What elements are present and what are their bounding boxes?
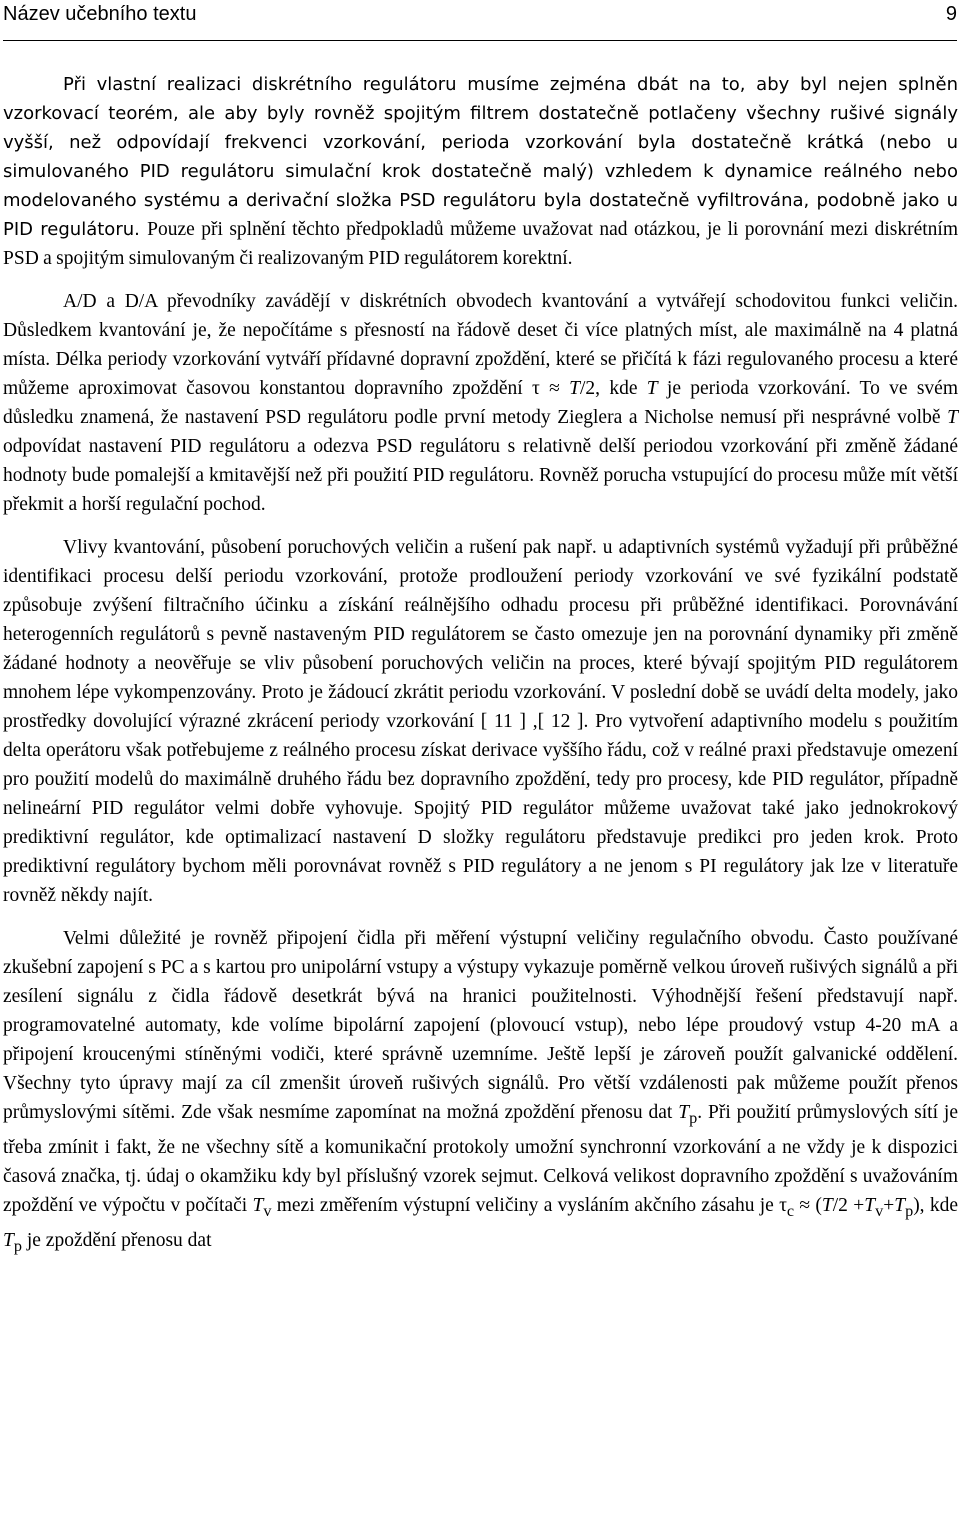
p2-var-T-1: T: [569, 378, 580, 399]
paragraph-4: [3, 924, 958, 1261]
p2-text-3: je perioda vzorkování. To ve svém důsledku znamená, že nastavení PSD regulátoru podle první metody Zieglera a Nicholse nemusí při nesprávné volbě: [3, 378, 959, 428]
p4-text-2: . Při použití průmyslových sítí je třeba zmínit i fakt, že ne všechny sítě a komunikační protokoly umožní synchronní vzorkování a ne vždy je k dispozici časová značka, tj. údaj o okamžiku kdy byl příslušný vzorek sejmut. Celková velikost dopravního zpoždění s uvažováním zpoždění ve výpočtu v počítači: [3, 1102, 958, 1216]
p2-text-1: A/D a D/A převodníky zavádějí v diskrétních obvodech kvantování a vytvářejí schodovitou funkci veličin. Důsledkem kvantování je, že nepočítáme s přesností na řádově deset či více platných míst, ale maximálně na 4 platná místa. Délka periody vzorkování vytváří přídavné dopravní zpoždění, které se přičítá k fázi regulovaného procesu a které můžeme aproximovat časovou konstantou dopravního zpoždění τ ≈: [3, 291, 958, 399]
p4-text-8: je zpoždění přenosu dat: [21, 1229, 212, 1251]
p4-text-5: /2 +: [832, 1194, 865, 1216]
p4-var-T-5: T: [894, 1194, 906, 1216]
document-body: [3, 70, 958, 1261]
p4-var-T-6: T: [3, 1229, 14, 1251]
p4-text-4: ≈ (: [794, 1194, 822, 1216]
p4-var-T-4: T: [864, 1194, 876, 1216]
p4-sub-c: c: [786, 1201, 795, 1220]
p2-text-2: /2, kde: [579, 378, 647, 399]
p4-text-7: ), kde: [913, 1194, 958, 1216]
p4-text-3: mezi změřením výstupní veličiny a vysláním akčního zásahu je τ: [271, 1194, 787, 1216]
p4-sub-p-3: p: [13, 1236, 22, 1255]
p4-sub-v-2: v: [875, 1201, 884, 1220]
p4-var-T-2: T: [252, 1194, 264, 1216]
p4-sub-p-1: p: [689, 1108, 698, 1127]
paragraph-3: Vlivy kvantování, působení poruchových veličin a rušení pak např. u adaptivních systémů vyžadují při průběžné identifikaci procesu delší periodu vzorkování, protože prodloužení periody vzorkování ve své fyzikální podstatě způsobuje zvýšení filtračního účinku a získání reálnějšího odhadu procesu při průběžné identifikaci. Porovnávání heterogenních regulátorů s pevně nastaveným PID regulátorem se často omezuje jen na porovnání dynamiky při změně žádané hodnoty a neověřuje se vliv působení poruchových veličin na proces, které bývají spojitým PID regulátorem mnohem lépe vykompenzovány. Proto je žádoucí zkrátit periodu vzorkování. V poslední době se uvádí delta modely, jako prostředky dovolující výrazné zkrácení periody vzorkování [ 11 ] ,[ 12 ]. Pro vytvoření adaptivního modelu s použitím delta operátoru však potřebujeme z reálného procesu získat derivace vyššího řádu, což v reálné praxi představuje omezení pro použití modelů do maximálně druhého řádu bez dopravního zpoždění, tedy pro procesy, kde PID regulátor, případně nelineární PID regulátor velmi dobře vyhovuje. Spojitý PID regulátor můžeme uvažovat také jako jednokrokový prediktivní regulátor, kde optimalizací nastavení D složky regulátoru představuje predikci pro jeden krok. Proto prediktivní regulátory bychom měli porovnávat rovněž s PID regulátory a ne jenom s PI regulátory jak lze v literatuře rovněž někdy najít.: [3, 537, 958, 906]
paragraph-2: [3, 287, 958, 519]
p4-text-1: Velmi důležité je rovněž připojení čidla při měření výstupní veličiny regulačního obvodu. Často používané zkušební zapojení s PC a s kartou pro unipolární vstupy a výstupy vykazuje poměrně velkou úroveň rušivých signálů a při zesílení signálu z čidla řádově desetkrát bývá na hranici použitelnosti. Výhodnější řešení představují např. programovatelné automaty, kde volíme bipolární zapojení (plovoucí vstup), nebo lépe proudový vstup 4-20 mA a připojení kroucenými stíněnými vodiči, které správně uzemníme. Ještě lepší je zároveň použít galvanické oddělení. Všechny tyto úpravy mají za cíl zmenšit úroveň rušivých signálů. Pro větší vzdálenosti pak můžeme použít přenos průmyslovými sítěmi. Zde však nesmíme zapomínat na možná zpoždění přenosu dat: [3, 928, 958, 1123]
p2-var-T-3: T: [947, 407, 958, 428]
p4-sub-v-1: v: [263, 1201, 272, 1220]
p2-var-T-2: T: [646, 378, 658, 399]
header-title: Název učebního textu: [3, 3, 197, 25]
paragraph-1: [3, 70, 958, 273]
paragraph-1-sans-text: Při vlastní realizaci diskrétního regulátoru musíme zejména dbát na to, aby byl nejen splněn vzorkovací teorém, ale aby byly rovněž spojitým filtrem dostatečně potlačeny všechny rušivé signály vyšší, než odpovídají frekvenci vzorkování, perioda vzorkování byla dostatečně krátká (nebo u simulovaného PID regulátoru simulační krok dostatečně malý) vzhledem k dynamice reálného nebo modelovaného systému a derivační složka PSD regulátoru byla dostatečně vyfiltrována, podobně jako u PID regulátoru.: [3, 74, 958, 240]
p4-text-6: +: [883, 1194, 895, 1216]
p4-sub-p-2: p: [905, 1201, 914, 1220]
paragraph-1-serif-text: Pouze při splnění těchto předpokladů můžeme uvažovat nad otázkou, je li porovnání mezi diskrétním PSD a spojitým simulovaným či realizovaným PID regulátorem korektní.: [3, 219, 958, 269]
p4-var-T-1: T: [678, 1102, 690, 1123]
p4-var-T-3: T: [821, 1194, 833, 1216]
running-header: [3, 0, 957, 41]
page-number: 9: [945, 3, 957, 25]
p2-text-4: odpovídat nastavení PID regulátoru a odezva PSD regulátoru s relativně delší periodou vzorkování při změně žádané hodnoty bude pomalejší a kmitavější než při použití PID regulátoru. Rovněž porucha vstupující do procesu může mít větší překmit a horší regulační pochod.: [3, 436, 958, 515]
